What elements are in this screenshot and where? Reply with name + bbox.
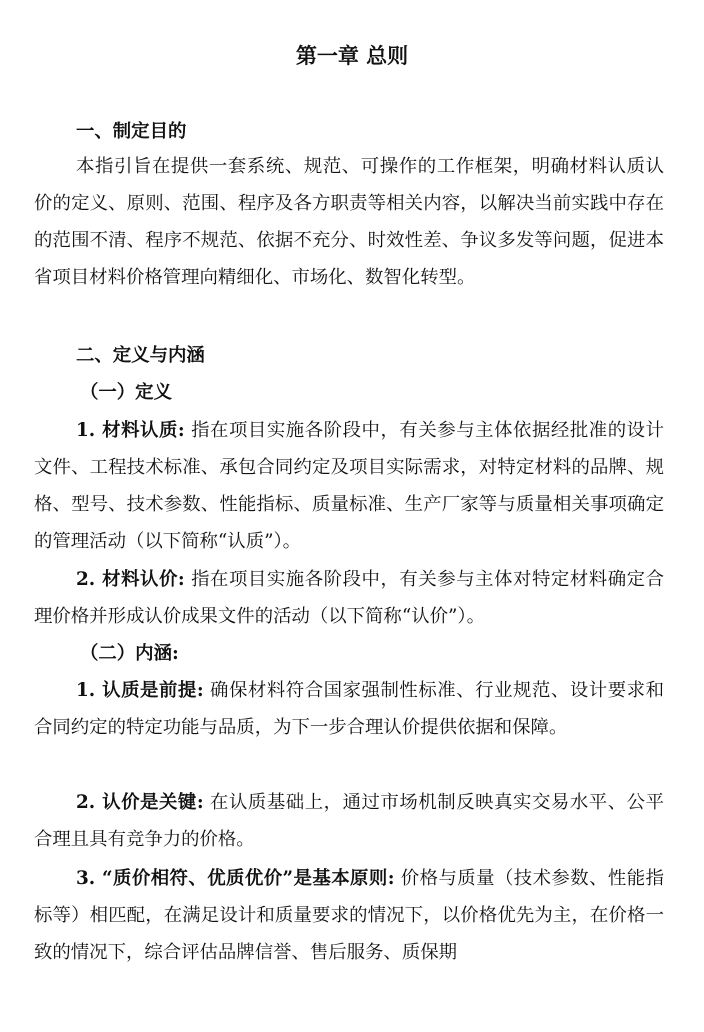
connotation-item-2-text: 在认质基础上，通过市场机制反映真实交易水平、公平合理且具有竞争力的价格。 xyxy=(34,792,664,850)
subsection-heading-definition: （一）定义 xyxy=(80,382,172,403)
connotation-item-3-text: 价格与质量（技术参数、性能指标等）相匹配，在满足设计和质量要求的情况下，以价格优先为主，在价格一致的情况下，综合评估品牌信誉、售后服务、质保期 xyxy=(34,868,664,963)
subsection-heading-connotation: （二）内涵: xyxy=(80,643,179,664)
definition-item-2 xyxy=(34,561,664,635)
connotation-item-3 xyxy=(34,860,664,971)
definition-item-2-label: 2. 材料认价: xyxy=(76,569,185,590)
definition-item-1-text: 指在项目实施各阶段中，有关参与主体依据经批准的设计文件、工程技术标准、承包合同约定及项目实际需求，对特定材料的品牌、规格、型号、技术参数、性能指标、质量标准、生产厂家等与质量相关事项确定的管理活动（以下简称“认质”）。 xyxy=(34,420,665,552)
section-heading-definition: 二、定义与内涵 xyxy=(76,345,205,366)
section-heading-purpose: 一、制定目的 xyxy=(76,121,187,142)
definition-item-1-label: 1. 材料认质: xyxy=(76,420,185,441)
definition-item-2-text: 指在项目实施各阶段中，有关参与主体对特定材料确定合理价格并形成认价成果文件的活动（以下简称“认价”）。 xyxy=(34,569,665,627)
purpose-paragraph: 本指引旨在提供一套系统、规范、可操作的工作框架，明确材料认质认价的定义、原则、范围、程序及各方职责等相关内容，以解决当前实践中存在的范围不清、程序不规范、依据不充分、时效性差、争议多发等问题，促进本省项目材料价格管理向精细化、市场化、数智化转型。 xyxy=(34,156,664,288)
connotation-item-2-label: 2. 认价是关键: xyxy=(76,792,204,813)
connotation-item-1 xyxy=(34,672,664,746)
chapter-title: 第一章 总则 xyxy=(295,44,409,68)
connotation-item-2 xyxy=(34,784,664,858)
connotation-item-1-text: 确保材料符合国家强制性标准、行业规范、设计要求和合同约定的特定功能与品质，为下一步合理认价提供依据和保障。 xyxy=(34,680,664,738)
connotation-item-3-label: 3. “质价相符、优质优价”是基本原则: xyxy=(76,868,395,889)
connotation-item-1-label: 1. 认质是前提: xyxy=(76,680,204,701)
definition-item-1 xyxy=(34,412,664,560)
